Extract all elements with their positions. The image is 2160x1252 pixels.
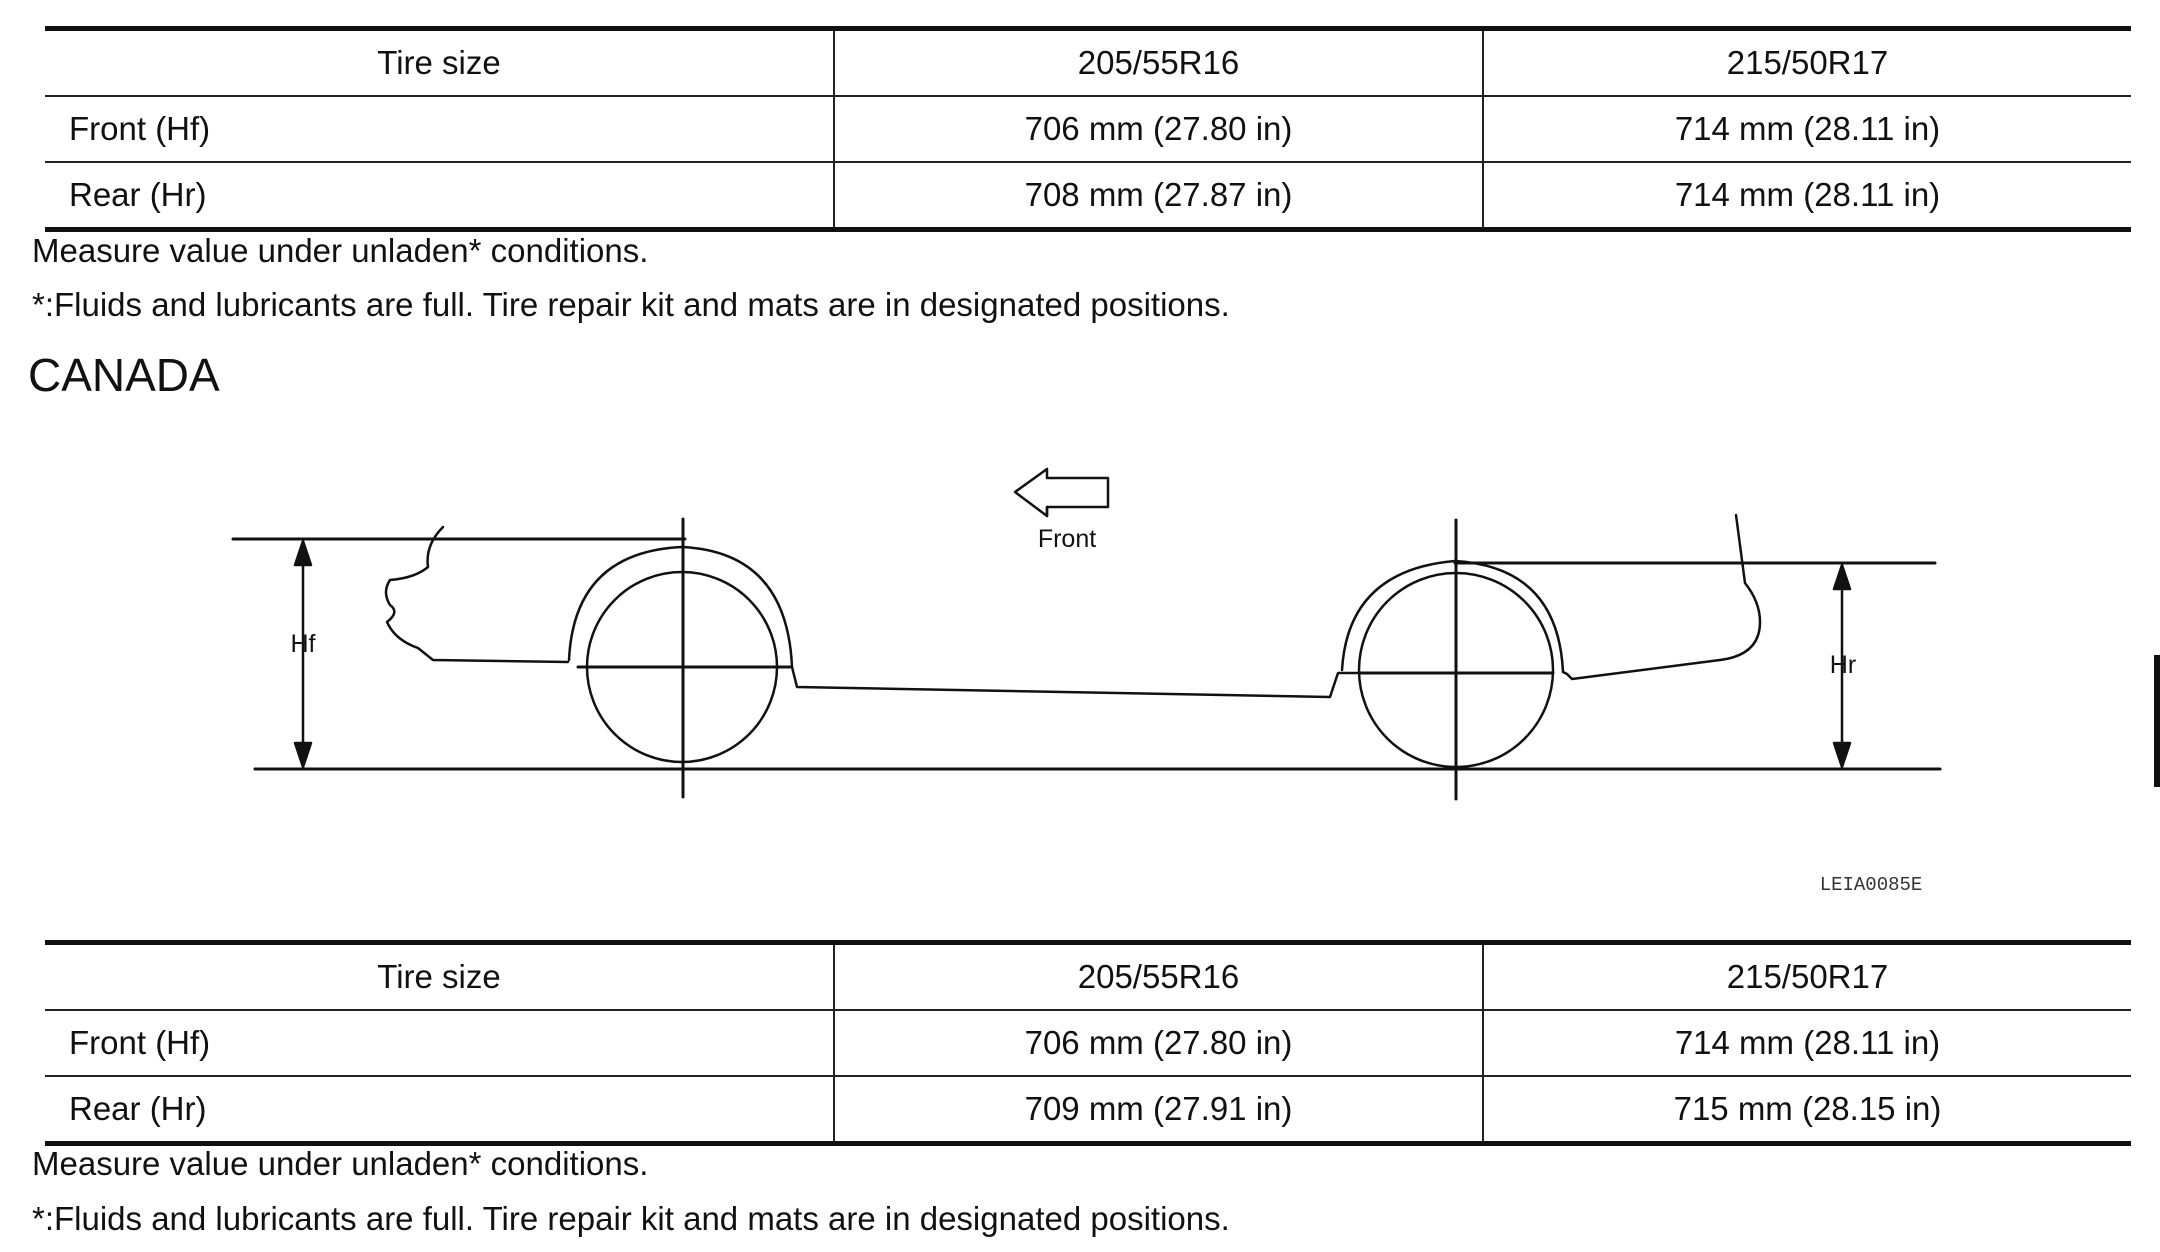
front-value-215-50r17: 714 mm (28.11 in) xyxy=(1483,96,2131,162)
hf-label: Hf xyxy=(290,630,316,658)
body-sill-outline xyxy=(792,667,1359,697)
section-tab-marker xyxy=(2154,655,2160,787)
row-label-front: Front (Hf) xyxy=(45,96,834,162)
measure-note: Measure value under unladen* conditions. xyxy=(32,232,649,269)
table-row-front xyxy=(45,1010,2131,1076)
hr-label: Hr xyxy=(1829,651,1857,679)
row-label-rear: Rear (Hr) xyxy=(45,162,834,230)
rear-value-215-50r17: 715 mm (28.15 in) xyxy=(1483,1076,2131,1144)
row-label-rear: Rear (Hr) xyxy=(45,1076,834,1144)
ride-height-diagram xyxy=(0,440,2160,920)
rear-value-205-55r16: 709 mm (27.91 in) xyxy=(834,1076,1483,1144)
figure-code: LEIA0085E xyxy=(1819,874,1923,896)
header-tire-215-50r17: 215/50R17 xyxy=(1483,943,2131,1011)
measure-note-canada: Measure value under unladen* conditions. xyxy=(32,1145,649,1182)
front-label: Front xyxy=(1037,525,1097,553)
rear-bumper-outline xyxy=(1563,515,1760,679)
rear-value-205-55r16: 708 mm (27.87 in) xyxy=(834,162,1483,230)
hr-arrow-down-icon xyxy=(1834,743,1850,767)
conditions-footnote-canada: *:Fluids and lubricants are full. Tire repair kit and mats are in designated positions. xyxy=(32,1200,1230,1237)
header-tire-205-55r16: 205/55R16 xyxy=(834,29,1483,97)
section-heading-canada: CANADA xyxy=(28,349,220,401)
header-tire-215-50r17: 215/50R17 xyxy=(1483,29,2131,97)
front-value-215-50r17: 714 mm (28.11 in) xyxy=(1483,1010,2131,1076)
hf-arrow-down-icon xyxy=(295,743,311,767)
front-value-205-55r16: 706 mm (27.80 in) xyxy=(834,1010,1483,1076)
header-tire-size: Tire size xyxy=(45,943,834,1011)
table-row-rear xyxy=(45,162,2131,230)
hr-arrow-up-icon xyxy=(1834,565,1850,589)
header-tire-size: Tire size xyxy=(45,29,834,97)
rear-value-215-50r17: 714 mm (28.11 in) xyxy=(1483,162,2131,230)
table-row-front xyxy=(45,96,2131,162)
header-tire-205-55r16: 205/55R16 xyxy=(834,943,1483,1011)
row-label-front: Front (Hf) xyxy=(45,1010,834,1076)
ride-height-table-us xyxy=(45,26,2131,232)
front-value-205-55r16: 706 mm (27.80 in) xyxy=(834,96,1483,162)
table-header-row xyxy=(45,943,2131,1011)
front-direction-arrow-icon xyxy=(1015,469,1108,516)
hf-arrow-up-icon xyxy=(295,541,311,565)
table-header-row xyxy=(45,29,2131,97)
front-bumper-outline xyxy=(386,527,568,662)
ride-height-table-canada xyxy=(45,940,2131,1146)
front-wheel-arch xyxy=(569,547,792,667)
conditions-footnote: *:Fluids and lubricants are full. Tire repair kit and mats are in designated positions. xyxy=(32,286,1230,323)
table-row-rear xyxy=(45,1076,2131,1144)
